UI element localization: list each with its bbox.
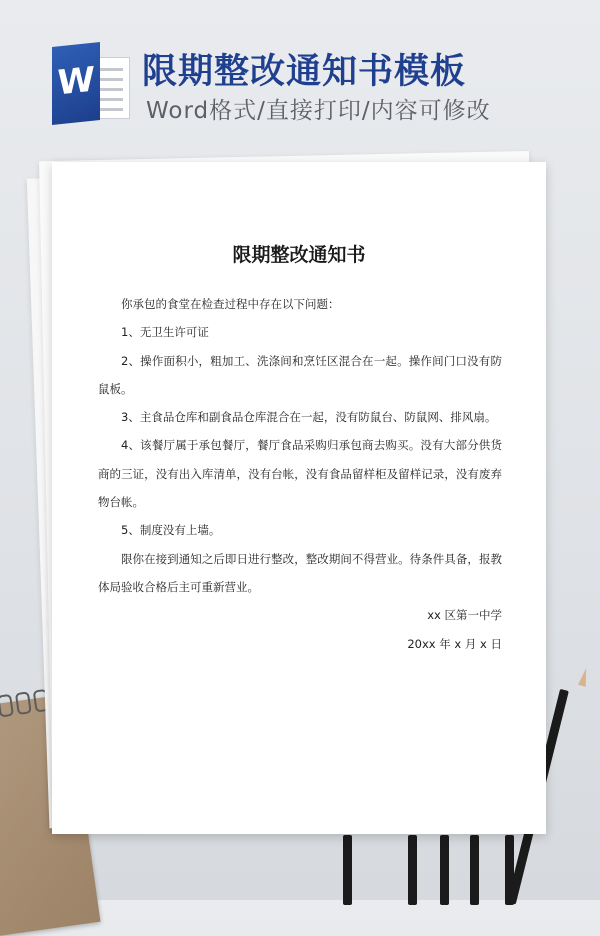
document-title: 限期整改通知书 xyxy=(232,244,366,266)
word-logo-letter: W xyxy=(52,42,100,125)
page-title: 限期整改通知书模板 xyxy=(142,52,467,92)
paragraph: 4、该餐厅属于承包餐厅，餐厅食品采购归承包商去购买。没有大部分供货商的三证，没有出入库清单，没有台帐，没有食品留样柜及留样记录，没有废弃物台帐。 xyxy=(98,438,502,510)
date: 20xx 年 x 月 x 日 xyxy=(407,636,502,651)
document-body xyxy=(98,290,502,658)
signature: xx 区第一中学 xyxy=(427,608,502,623)
paragraph: 3、主食品仓库和副食品仓库混合在一起，没有防鼠台、防鼠网、排风扇。 xyxy=(121,410,497,425)
word-document-icon xyxy=(52,47,132,125)
paragraph: 5、制度没有上墙。 xyxy=(121,523,221,538)
paragraph: 你承包的食堂在检查过程中存在以下问题： xyxy=(121,297,340,311)
paragraph: 限你在接到通知之后即日进行整改，整改期间不得营业。待条件具备，报教体局验收合格后主可重新营业。 xyxy=(98,551,502,594)
paragraph: 2、操作面积小，粗加工、洗涤间和烹饪区混合在一起。操作间门口没有防鼠板。 xyxy=(98,353,502,396)
paragraph: 1、无卫生许可证 xyxy=(121,325,209,340)
document-page xyxy=(52,162,546,834)
page-subtitle: Word格式/直接打印/内容可修改 xyxy=(146,98,491,124)
